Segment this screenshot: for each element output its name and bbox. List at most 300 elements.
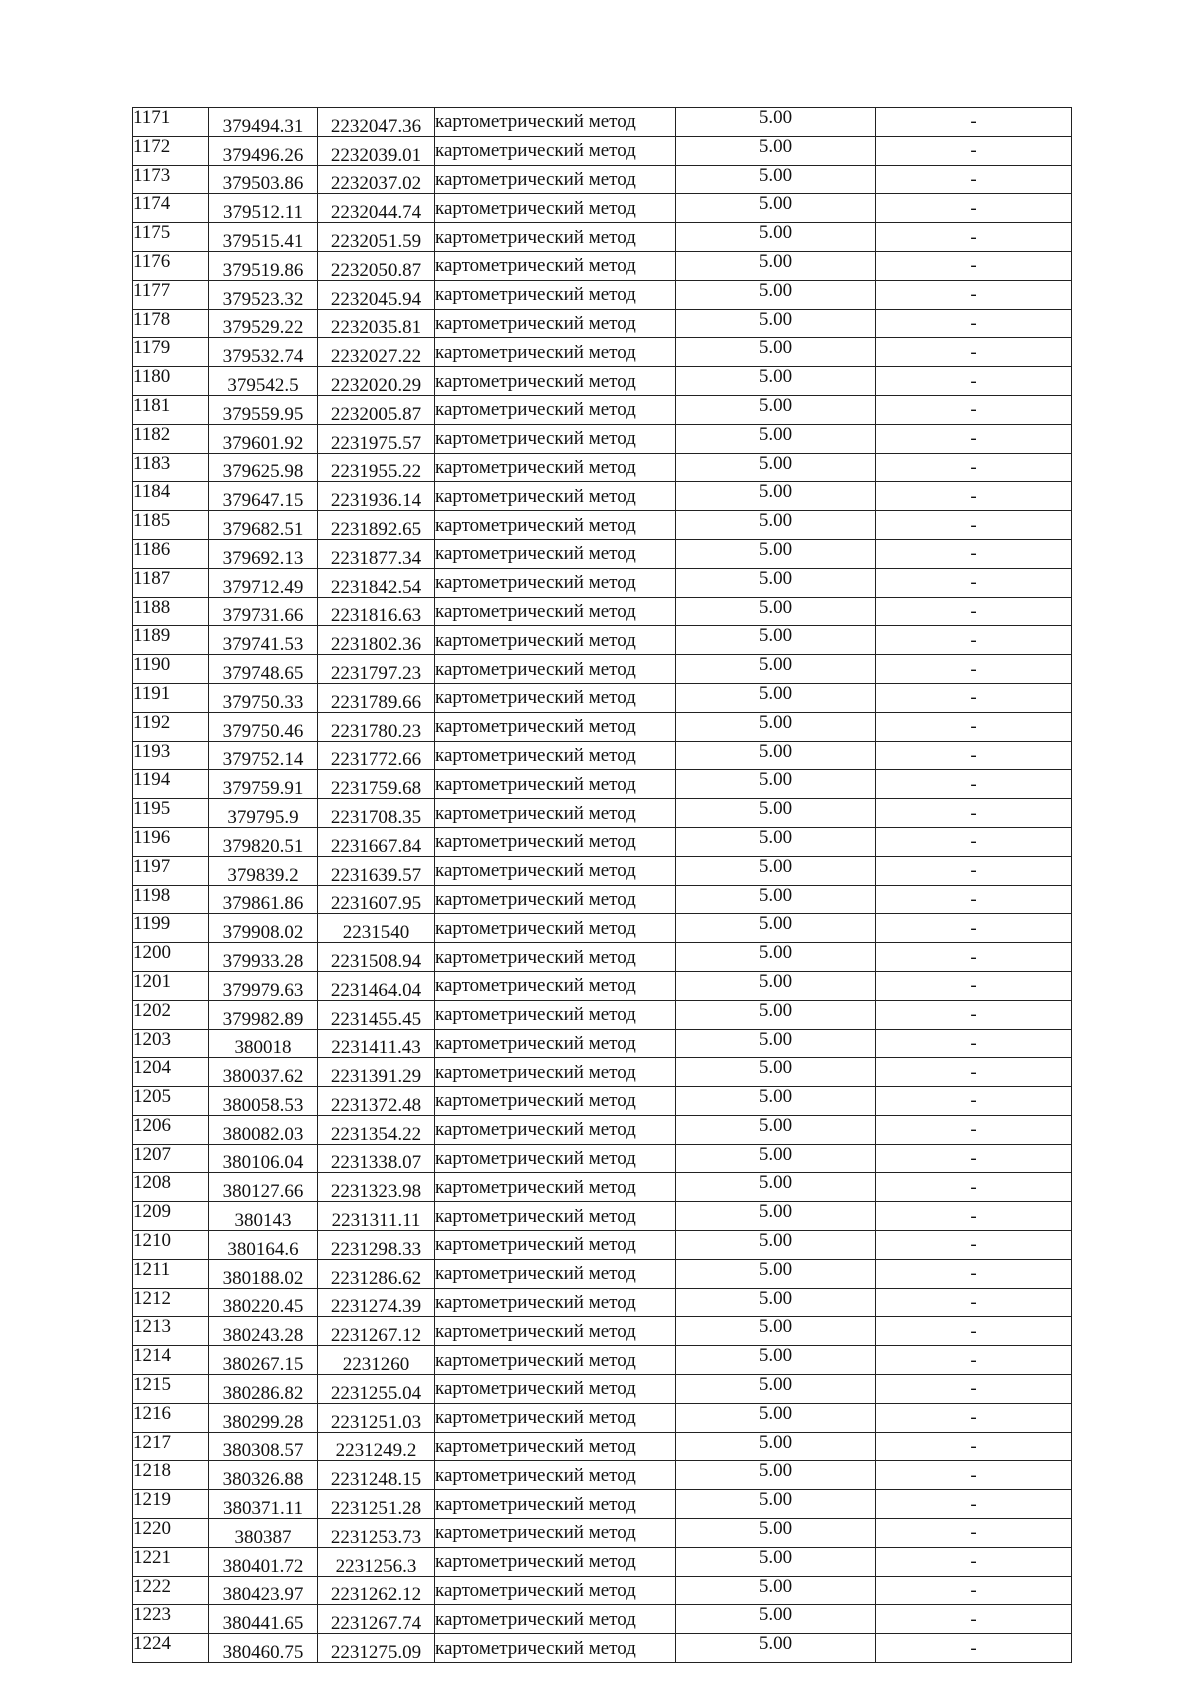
- table-row: [133, 885, 1072, 914]
- y-coordinate-cell: 2231508.94: [318, 943, 435, 972]
- description-cell: -: [876, 712, 1072, 741]
- description-cell: -: [876, 1144, 1072, 1173]
- x-coordinate-cell: 380037.62: [209, 1058, 318, 1087]
- description-cell: -: [876, 136, 1072, 165]
- description-cell: -: [876, 1346, 1072, 1375]
- description-cell: -: [876, 1087, 1072, 1116]
- method-cell: картометрический метод: [435, 1029, 676, 1058]
- accuracy-cell: 5.00: [676, 770, 876, 799]
- accuracy-cell: 5.00: [676, 1605, 876, 1634]
- accuracy-cell: 5.00: [676, 223, 876, 252]
- y-coordinate-cell: 2231464.04: [318, 971, 435, 1000]
- point-number-cell: 1205: [133, 1087, 209, 1116]
- table-row: [133, 1461, 1072, 1490]
- point-number-cell: 1220: [133, 1519, 209, 1548]
- x-coordinate-cell: 379647.15: [209, 482, 318, 511]
- y-coordinate-cell: 2231797.23: [318, 655, 435, 684]
- y-coordinate-cell: 2232050.87: [318, 251, 435, 280]
- accuracy-cell: 5.00: [676, 597, 876, 626]
- x-coordinate-cell: 379748.65: [209, 655, 318, 684]
- y-coordinate-cell: 2232020.29: [318, 367, 435, 396]
- accuracy-cell: 5.00: [676, 453, 876, 482]
- y-coordinate-cell: 2231255.04: [318, 1375, 435, 1404]
- point-number-cell: 1221: [133, 1547, 209, 1576]
- accuracy-cell: 5.00: [676, 626, 876, 655]
- accuracy-cell: 5.00: [676, 338, 876, 367]
- x-coordinate-cell: 379496.26: [209, 136, 318, 165]
- method-cell: картометрический метод: [435, 1058, 676, 1087]
- y-coordinate-cell: 2231772.66: [318, 741, 435, 770]
- table-row: [133, 856, 1072, 885]
- y-coordinate-cell: 2231260: [318, 1346, 435, 1375]
- point-number-cell: 1219: [133, 1490, 209, 1519]
- description-cell: -: [876, 309, 1072, 338]
- accuracy-cell: 5.00: [676, 165, 876, 194]
- table-row: [133, 741, 1072, 770]
- accuracy-cell: 5.00: [676, 568, 876, 597]
- description-cell: -: [876, 1605, 1072, 1634]
- x-coordinate-cell: 379731.66: [209, 597, 318, 626]
- table-row: [133, 1115, 1072, 1144]
- point-number-cell: 1200: [133, 943, 209, 972]
- method-cell: картометрический метод: [435, 655, 676, 684]
- y-coordinate-cell: 2231323.98: [318, 1173, 435, 1202]
- x-coordinate-cell: 379529.22: [209, 309, 318, 338]
- accuracy-cell: 5.00: [676, 251, 876, 280]
- x-coordinate-cell: 379750.33: [209, 683, 318, 712]
- x-coordinate-cell: 380188.02: [209, 1259, 318, 1288]
- point-number-cell: 1182: [133, 424, 209, 453]
- x-coordinate-cell: 379979.63: [209, 971, 318, 1000]
- method-cell: картометрический метод: [435, 482, 676, 511]
- point-number-cell: 1212: [133, 1288, 209, 1317]
- table-row: [133, 511, 1072, 540]
- table-row: [133, 914, 1072, 943]
- y-coordinate-cell: 2231251.28: [318, 1490, 435, 1519]
- x-coordinate-cell: 379752.14: [209, 741, 318, 770]
- x-coordinate-cell: 379494.31: [209, 108, 318, 137]
- x-coordinate-cell: 379741.53: [209, 626, 318, 655]
- accuracy-cell: 5.00: [676, 511, 876, 540]
- method-cell: картометрический метод: [435, 971, 676, 1000]
- point-number-cell: 1194: [133, 770, 209, 799]
- accuracy-cell: 5.00: [676, 1403, 876, 1432]
- table-row: [133, 1346, 1072, 1375]
- point-number-cell: 1190: [133, 655, 209, 684]
- y-coordinate-cell: 2231275.09: [318, 1634, 435, 1663]
- method-cell: картометрический метод: [435, 1519, 676, 1548]
- point-number-cell: 1197: [133, 856, 209, 885]
- point-number-cell: 1191: [133, 683, 209, 712]
- table-row: [133, 1058, 1072, 1087]
- y-coordinate-cell: 2231298.33: [318, 1231, 435, 1260]
- method-cell: картометрический метод: [435, 799, 676, 828]
- method-cell: картометрический метод: [435, 1115, 676, 1144]
- y-coordinate-cell: 2231975.57: [318, 424, 435, 453]
- table-row: [133, 943, 1072, 972]
- description-cell: -: [876, 424, 1072, 453]
- point-number-cell: 1215: [133, 1375, 209, 1404]
- description-cell: -: [876, 568, 1072, 597]
- point-number-cell: 1206: [133, 1115, 209, 1144]
- table-row: [133, 395, 1072, 424]
- y-coordinate-cell: 2231816.63: [318, 597, 435, 626]
- accuracy-cell: 5.00: [676, 367, 876, 396]
- description-cell: -: [876, 194, 1072, 223]
- table-row: [133, 626, 1072, 655]
- point-number-cell: 1196: [133, 827, 209, 856]
- table-row: [133, 309, 1072, 338]
- method-cell: картометрический метод: [435, 424, 676, 453]
- method-cell: картометрический метод: [435, 108, 676, 137]
- x-coordinate-cell: 380387: [209, 1519, 318, 1548]
- point-number-cell: 1173: [133, 165, 209, 194]
- accuracy-cell: 5.00: [676, 1346, 876, 1375]
- table-row: [133, 770, 1072, 799]
- accuracy-cell: 5.00: [676, 1087, 876, 1116]
- description-cell: -: [876, 1375, 1072, 1404]
- method-cell: картометрический метод: [435, 1202, 676, 1231]
- description-cell: -: [876, 683, 1072, 712]
- y-coordinate-cell: 2231842.54: [318, 568, 435, 597]
- point-number-cell: 1177: [133, 280, 209, 309]
- description-cell: -: [876, 741, 1072, 770]
- method-cell: картометрический метод: [435, 1231, 676, 1260]
- point-number-cell: 1211: [133, 1259, 209, 1288]
- x-coordinate-cell: 380299.28: [209, 1403, 318, 1432]
- description-cell: -: [876, 251, 1072, 280]
- table-row: [133, 1000, 1072, 1029]
- x-coordinate-cell: 379542.5: [209, 367, 318, 396]
- point-number-cell: 1181: [133, 395, 209, 424]
- x-coordinate-cell: 380143: [209, 1202, 318, 1231]
- table-row: [133, 1605, 1072, 1634]
- y-coordinate-cell: 2231286.62: [318, 1259, 435, 1288]
- table-row: [133, 1317, 1072, 1346]
- accuracy-cell: 5.00: [676, 1490, 876, 1519]
- method-cell: картометрический метод: [435, 1087, 676, 1116]
- y-coordinate-cell: 2231411.43: [318, 1029, 435, 1058]
- method-cell: картометрический метод: [435, 309, 676, 338]
- table-row: [133, 194, 1072, 223]
- method-cell: картометрический метод: [435, 1547, 676, 1576]
- accuracy-cell: 5.00: [676, 943, 876, 972]
- table-row: [133, 1173, 1072, 1202]
- point-number-cell: 1218: [133, 1461, 209, 1490]
- x-coordinate-cell: 379512.11: [209, 194, 318, 223]
- accuracy-cell: 5.00: [676, 1432, 876, 1461]
- description-cell: -: [876, 1058, 1072, 1087]
- y-coordinate-cell: 2231789.66: [318, 683, 435, 712]
- y-coordinate-cell: 2232027.22: [318, 338, 435, 367]
- accuracy-cell: 5.00: [676, 1173, 876, 1202]
- table-row: [133, 1288, 1072, 1317]
- method-cell: картометрический метод: [435, 395, 676, 424]
- y-coordinate-cell: 2231540: [318, 914, 435, 943]
- method-cell: картометрический метод: [435, 1403, 676, 1432]
- point-number-cell: 1184: [133, 482, 209, 511]
- table-row: [133, 453, 1072, 482]
- description-cell: -: [876, 1259, 1072, 1288]
- x-coordinate-cell: 379692.13: [209, 539, 318, 568]
- description-cell: -: [876, 280, 1072, 309]
- x-coordinate-cell: 380243.28: [209, 1317, 318, 1346]
- point-number-cell: 1223: [133, 1605, 209, 1634]
- x-coordinate-cell: 380326.88: [209, 1461, 318, 1490]
- method-cell: картометрический метод: [435, 194, 676, 223]
- method-cell: картометрический метод: [435, 683, 676, 712]
- description-cell: -: [876, 1547, 1072, 1576]
- description-cell: -: [876, 1029, 1072, 1058]
- accuracy-cell: 5.00: [676, 799, 876, 828]
- table-row: [133, 568, 1072, 597]
- point-number-cell: 1176: [133, 251, 209, 280]
- y-coordinate-cell: 2231262.12: [318, 1576, 435, 1605]
- accuracy-cell: 5.00: [676, 424, 876, 453]
- x-coordinate-cell: 379532.74: [209, 338, 318, 367]
- table-row: [133, 1202, 1072, 1231]
- accuracy-cell: 5.00: [676, 1461, 876, 1490]
- y-coordinate-cell: 2232039.01: [318, 136, 435, 165]
- table-row: [133, 1144, 1072, 1173]
- method-cell: картометрический метод: [435, 1375, 676, 1404]
- accuracy-cell: 5.00: [676, 1547, 876, 1576]
- table-row: [133, 424, 1072, 453]
- point-number-cell: 1188: [133, 597, 209, 626]
- y-coordinate-cell: 2231256.3: [318, 1547, 435, 1576]
- y-coordinate-cell: 2231267.74: [318, 1605, 435, 1634]
- accuracy-cell: 5.00: [676, 971, 876, 1000]
- method-cell: картометрический метод: [435, 1000, 676, 1029]
- description-cell: -: [876, 1115, 1072, 1144]
- x-coordinate-cell: 380401.72: [209, 1547, 318, 1576]
- table-row: [133, 1519, 1072, 1548]
- description-cell: -: [876, 827, 1072, 856]
- description-cell: -: [876, 770, 1072, 799]
- method-cell: картометрический метод: [435, 597, 676, 626]
- description-cell: -: [876, 1490, 1072, 1519]
- table-row: [133, 367, 1072, 396]
- table-row: [133, 251, 1072, 280]
- point-number-cell: 1216: [133, 1403, 209, 1432]
- coordinates-table: [132, 107, 1072, 1663]
- table-row: [133, 1634, 1072, 1663]
- point-number-cell: 1210: [133, 1231, 209, 1260]
- description-cell: -: [876, 1000, 1072, 1029]
- accuracy-cell: 5.00: [676, 1231, 876, 1260]
- description-cell: -: [876, 1317, 1072, 1346]
- method-cell: картометрический метод: [435, 223, 676, 252]
- description-cell: -: [876, 395, 1072, 424]
- point-number-cell: 1172: [133, 136, 209, 165]
- x-coordinate-cell: 379625.98: [209, 453, 318, 482]
- y-coordinate-cell: 2232005.87: [318, 395, 435, 424]
- x-coordinate-cell: 380460.75: [209, 1634, 318, 1663]
- table-row: [133, 1259, 1072, 1288]
- y-coordinate-cell: 2232051.59: [318, 223, 435, 252]
- accuracy-cell: 5.00: [676, 1115, 876, 1144]
- x-coordinate-cell: 379795.9: [209, 799, 318, 828]
- description-cell: -: [876, 1461, 1072, 1490]
- description-cell: -: [876, 223, 1072, 252]
- method-cell: картометрический метод: [435, 1144, 676, 1173]
- method-cell: картометрический метод: [435, 165, 676, 194]
- y-coordinate-cell: 2231372.48: [318, 1087, 435, 1116]
- y-coordinate-cell: 2231251.03: [318, 1403, 435, 1432]
- point-number-cell: 1203: [133, 1029, 209, 1058]
- description-cell: -: [876, 885, 1072, 914]
- description-cell: -: [876, 626, 1072, 655]
- point-number-cell: 1189: [133, 626, 209, 655]
- y-coordinate-cell: 2232037.02: [318, 165, 435, 194]
- description-cell: -: [876, 1634, 1072, 1663]
- method-cell: картометрический метод: [435, 741, 676, 770]
- accuracy-cell: 5.00: [676, 1058, 876, 1087]
- x-coordinate-cell: 380164.6: [209, 1231, 318, 1260]
- x-coordinate-cell: 380058.53: [209, 1087, 318, 1116]
- y-coordinate-cell: 2231708.35: [318, 799, 435, 828]
- x-coordinate-cell: 379559.95: [209, 395, 318, 424]
- x-coordinate-cell: 379601.92: [209, 424, 318, 453]
- y-coordinate-cell: 2231877.34: [318, 539, 435, 568]
- description-cell: -: [876, 799, 1072, 828]
- accuracy-cell: 5.00: [676, 1317, 876, 1346]
- method-cell: картометрический метод: [435, 511, 676, 540]
- method-cell: картометрический метод: [435, 1634, 676, 1663]
- method-cell: картометрический метод: [435, 338, 676, 367]
- x-coordinate-cell: 380308.57: [209, 1432, 318, 1461]
- point-number-cell: 1175: [133, 223, 209, 252]
- table-row: [133, 1029, 1072, 1058]
- accuracy-cell: 5.00: [676, 885, 876, 914]
- x-coordinate-cell: 380423.97: [209, 1576, 318, 1605]
- table-row: [133, 338, 1072, 367]
- description-cell: -: [876, 1288, 1072, 1317]
- accuracy-cell: 5.00: [676, 712, 876, 741]
- point-number-cell: 1209: [133, 1202, 209, 1231]
- accuracy-cell: 5.00: [676, 655, 876, 684]
- y-coordinate-cell: 2231354.22: [318, 1115, 435, 1144]
- description-cell: -: [876, 1202, 1072, 1231]
- x-coordinate-cell: 380220.45: [209, 1288, 318, 1317]
- table-row: [133, 165, 1072, 194]
- table-row: [133, 108, 1072, 137]
- accuracy-cell: 5.00: [676, 1576, 876, 1605]
- point-number-cell: 1185: [133, 511, 209, 540]
- point-number-cell: 1198: [133, 885, 209, 914]
- method-cell: картометрический метод: [435, 1490, 676, 1519]
- method-cell: картометрический метод: [435, 770, 676, 799]
- accuracy-cell: 5.00: [676, 309, 876, 338]
- y-coordinate-cell: 2231607.95: [318, 885, 435, 914]
- point-number-cell: 1222: [133, 1576, 209, 1605]
- accuracy-cell: 5.00: [676, 914, 876, 943]
- x-coordinate-cell: 380441.65: [209, 1605, 318, 1634]
- description-cell: -: [876, 453, 1072, 482]
- point-number-cell: 1202: [133, 1000, 209, 1029]
- method-cell: картометрический метод: [435, 1288, 676, 1317]
- table-row: [133, 1490, 1072, 1519]
- method-cell: картометрический метод: [435, 626, 676, 655]
- x-coordinate-cell: 380371.11: [209, 1490, 318, 1519]
- accuracy-cell: 5.00: [676, 856, 876, 885]
- x-coordinate-cell: 379933.28: [209, 943, 318, 972]
- description-cell: -: [876, 108, 1072, 137]
- x-coordinate-cell: 379861.86: [209, 885, 318, 914]
- method-cell: картометрический метод: [435, 827, 676, 856]
- point-number-cell: 1199: [133, 914, 209, 943]
- point-number-cell: 1204: [133, 1058, 209, 1087]
- x-coordinate-cell: 380286.82: [209, 1375, 318, 1404]
- accuracy-cell: 5.00: [676, 1202, 876, 1231]
- y-coordinate-cell: 2231892.65: [318, 511, 435, 540]
- method-cell: картометрический метод: [435, 914, 676, 943]
- table-row: [133, 655, 1072, 684]
- table-row: [133, 827, 1072, 856]
- x-coordinate-cell: 380018: [209, 1029, 318, 1058]
- accuracy-cell: 5.00: [676, 1634, 876, 1663]
- accuracy-cell: 5.00: [676, 1375, 876, 1404]
- point-number-cell: 1186: [133, 539, 209, 568]
- accuracy-cell: 5.00: [676, 482, 876, 511]
- accuracy-cell: 5.00: [676, 136, 876, 165]
- accuracy-cell: 5.00: [676, 1519, 876, 1548]
- accuracy-cell: 5.00: [676, 741, 876, 770]
- point-number-cell: 1171: [133, 108, 209, 137]
- accuracy-cell: 5.00: [676, 108, 876, 137]
- point-number-cell: 1174: [133, 194, 209, 223]
- point-number-cell: 1192: [133, 712, 209, 741]
- accuracy-cell: 5.00: [676, 1144, 876, 1173]
- point-number-cell: 1195: [133, 799, 209, 828]
- y-coordinate-cell: 2231936.14: [318, 482, 435, 511]
- x-coordinate-cell: 379820.51: [209, 827, 318, 856]
- x-coordinate-cell: 379839.2: [209, 856, 318, 885]
- accuracy-cell: 5.00: [676, 683, 876, 712]
- point-number-cell: 1178: [133, 309, 209, 338]
- x-coordinate-cell: 379750.46: [209, 712, 318, 741]
- x-coordinate-cell: 379523.32: [209, 280, 318, 309]
- table-row: [133, 683, 1072, 712]
- x-coordinate-cell: 380127.66: [209, 1173, 318, 1202]
- method-cell: картометрический метод: [435, 453, 676, 482]
- table-row: [133, 597, 1072, 626]
- point-number-cell: 1214: [133, 1346, 209, 1375]
- description-cell: -: [876, 914, 1072, 943]
- point-number-cell: 1208: [133, 1173, 209, 1202]
- y-coordinate-cell: 2231780.23: [318, 712, 435, 741]
- description-cell: -: [876, 511, 1072, 540]
- x-coordinate-cell: 379982.89: [209, 1000, 318, 1029]
- x-coordinate-cell: 380106.04: [209, 1144, 318, 1173]
- y-coordinate-cell: 2231248.15: [318, 1461, 435, 1490]
- table-row: [133, 1231, 1072, 1260]
- description-cell: -: [876, 1519, 1072, 1548]
- point-number-cell: 1187: [133, 568, 209, 597]
- description-cell: -: [876, 971, 1072, 1000]
- table-row: [133, 482, 1072, 511]
- method-cell: картометрический метод: [435, 1605, 676, 1634]
- y-coordinate-cell: 2231311.11: [318, 1202, 435, 1231]
- y-coordinate-cell: 2231759.68: [318, 770, 435, 799]
- accuracy-cell: 5.00: [676, 1259, 876, 1288]
- method-cell: картометрический метод: [435, 856, 676, 885]
- x-coordinate-cell: 379682.51: [209, 511, 318, 540]
- method-cell: картометрический метод: [435, 885, 676, 914]
- point-number-cell: 1224: [133, 1634, 209, 1663]
- description-cell: -: [876, 1576, 1072, 1605]
- description-cell: -: [876, 655, 1072, 684]
